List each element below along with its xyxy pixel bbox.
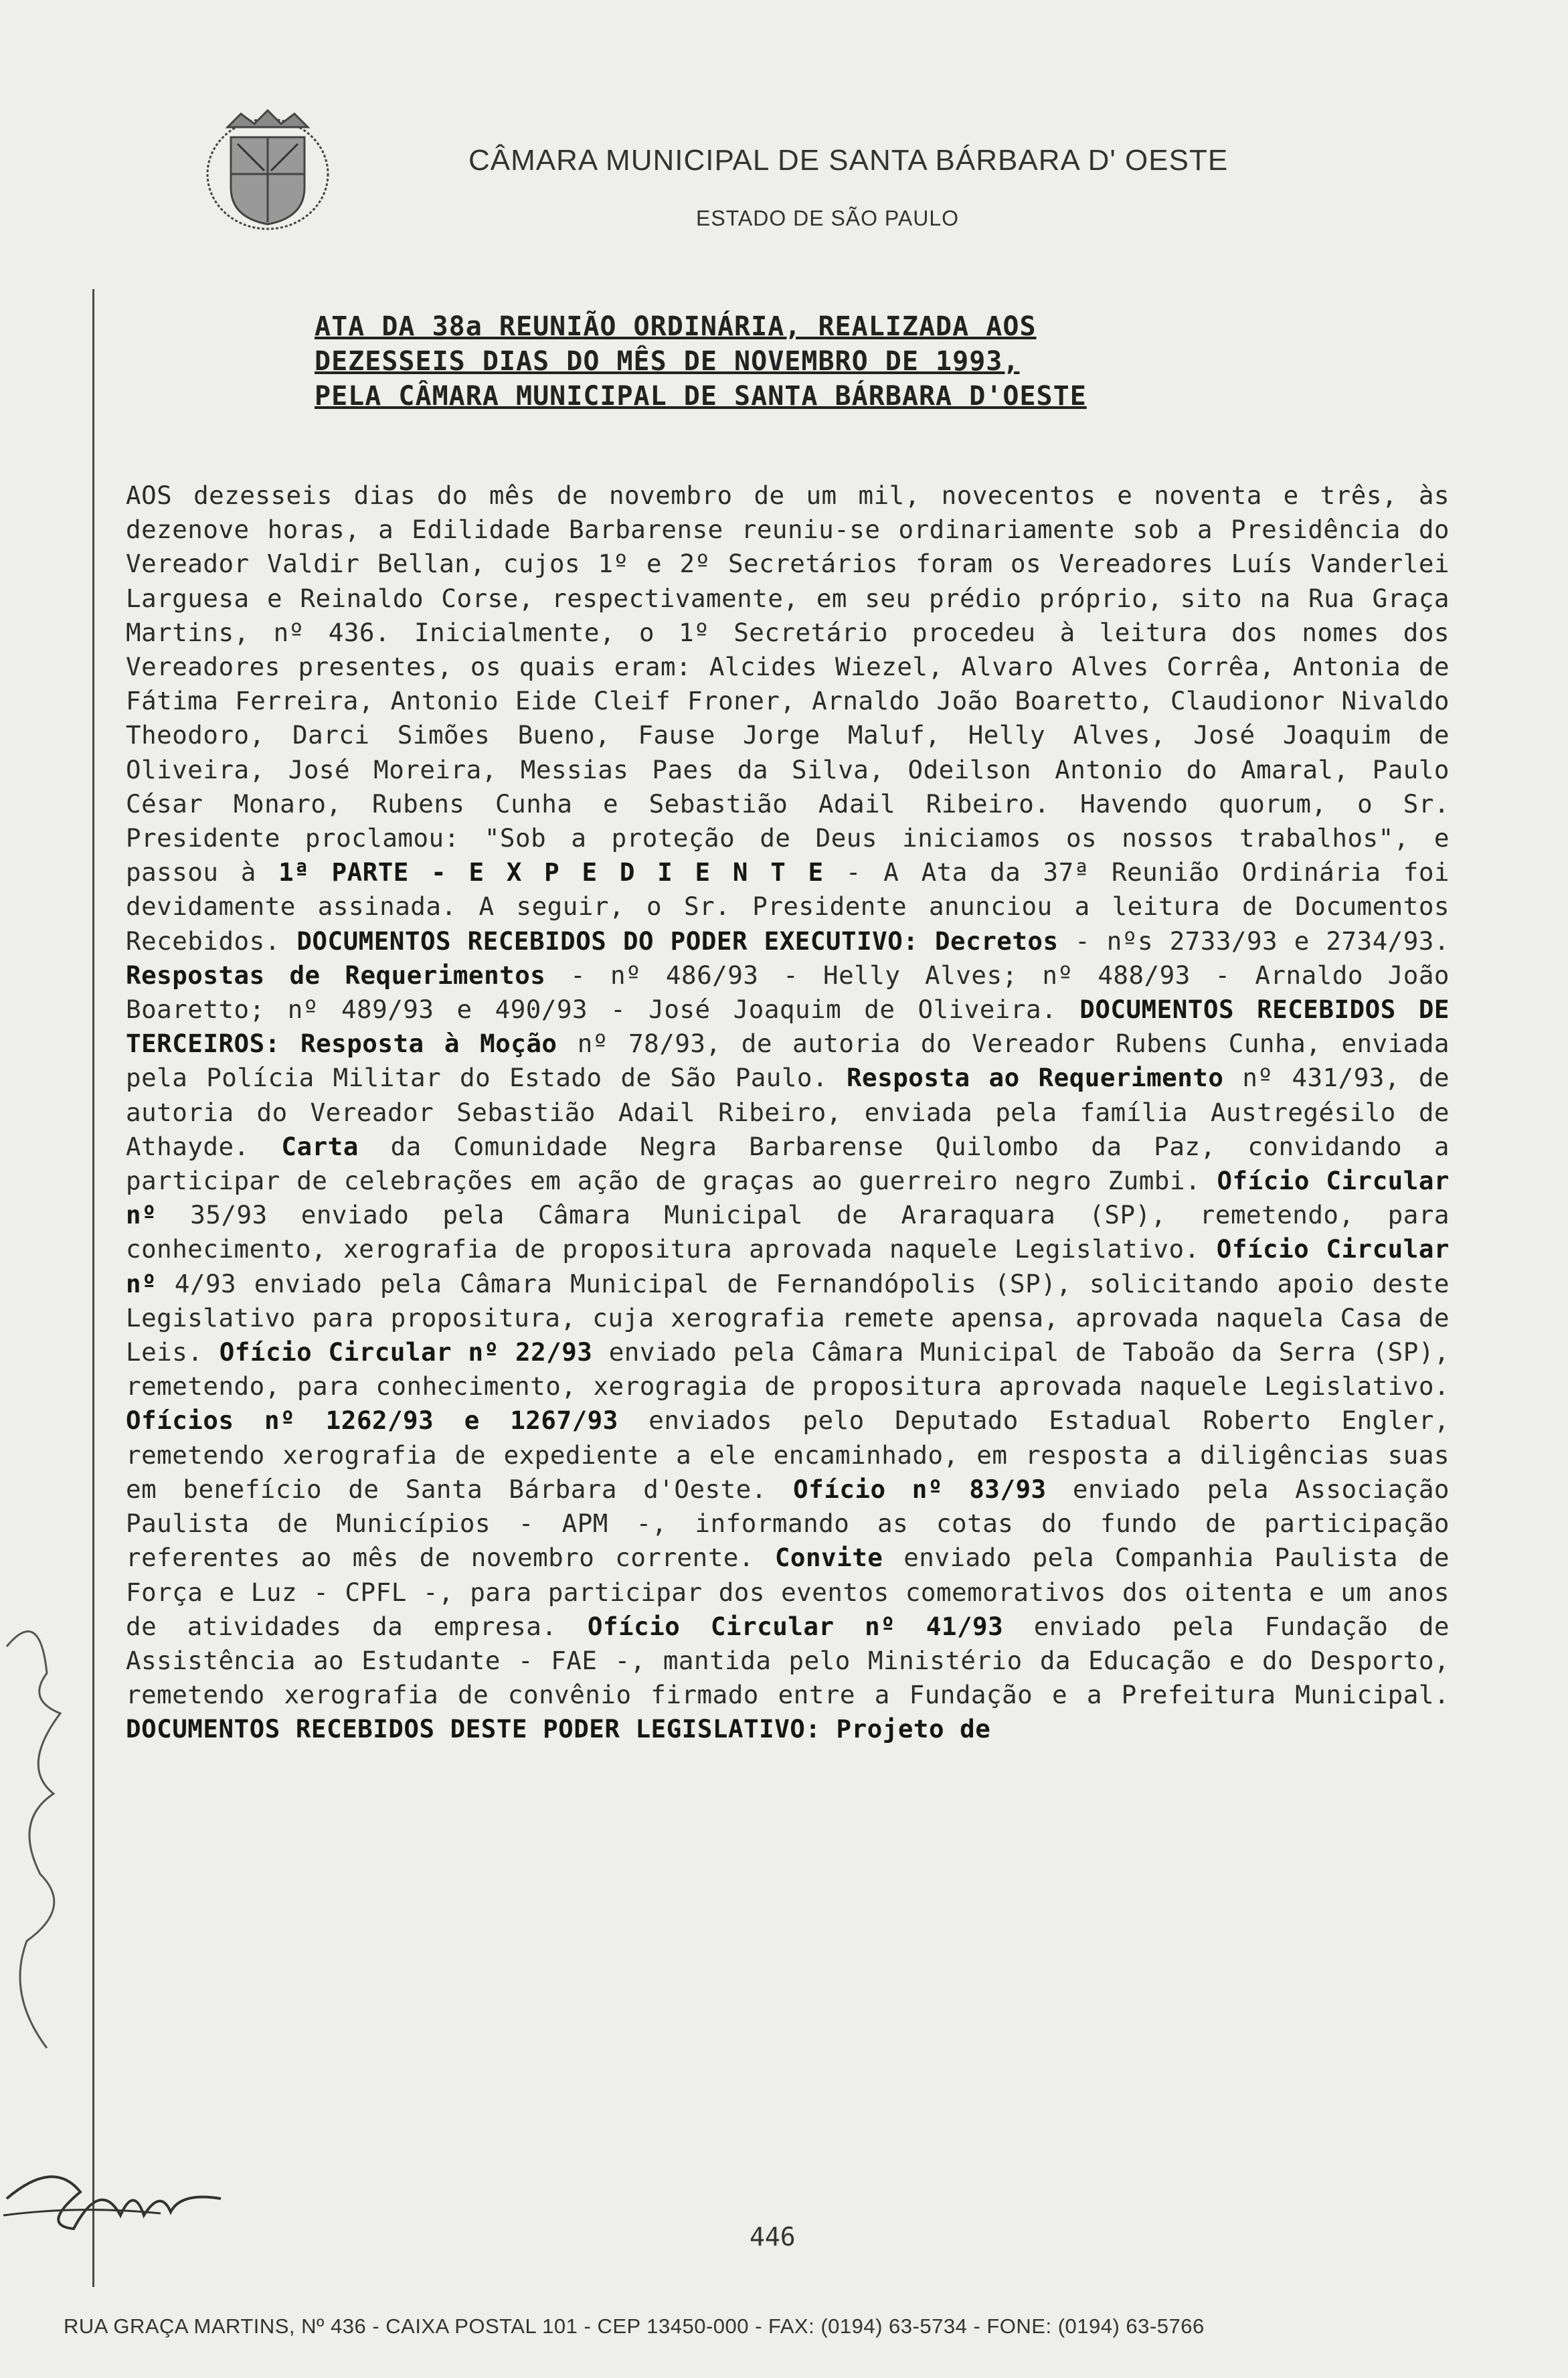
body-text-segment: nº 78/93, de autoria do Vereador Rubens Cunha, enviada pela Polícia Militar do Estado de São Paulo. bbox=[126, 1029, 1450, 1093]
title-line: PELA CÂMARA MUNICIPAL DE SANTA BÁRBARA D'OESTE bbox=[315, 381, 1087, 412]
body-text-segment: AOS dezesseis dias do mês de novembro de um mil, novecentos e noventa e três, às dezenove horas, a Edilidade Barbarense reuniu-se ordinariamente sob a Presidência do Vereador Valdir Bellan, cujos 1º e 2º Secretários foram os Vereadores Luís Vanderlei Larguesa e Reinaldo Corse, respectivamente, em seu prédio próprio, sito na Rua Graça Martins, nº 436. Inicialmente, o 1º Secretário procedeu à leitura dos nomes dos Vereadores presentes, os quais eram: Alcides Wiezel, Alvaro Alves Corrêa, Antonia de Fátima Ferreira, Antonio Eide Cleif Froner, Arnaldo João Boaretto, Claudionor Nivaldo Theodoro, Darci Simões Bueno, Fause Jorge Maluf, Helly Alves, José Joaquim de Oliveira, José Moreira, Messias Paes da Silva, Odeilson Antonio do Amaral, Paulo César Monaro, Rubens Cunha e Sebastião Adail Ribeiro. Havendo quorum, o Sr. Presidente proclamou: "Sob a proteção de Deus iniciamos os nossos trabalhos", e passou à bbox=[126, 481, 1450, 887]
body-bold-segment: Convite bbox=[774, 1543, 883, 1573]
title-line: ATA DA 38a REUNIÃO ORDINÁRIA, REALIZADA AOS bbox=[315, 311, 1037, 342]
body-bold-segment: Ofício Circular nº 22/93 bbox=[219, 1337, 593, 1367]
body-text-segment: 4/93 enviado pela Câmara Municipal de Fernandópolis (SP), solicitando apoio deste Legislativo para propositura, cuja xerografia remete apensa, aprovada naquela Casa de Leis. bbox=[126, 1268, 1450, 1367]
body-text-segment: da Comunidade Negra Barbarense Quilombo da Paz, convidando a participar de celebrações em ação de graças ao guerreiro negro Zumbi. bbox=[126, 1131, 1450, 1196]
page-number: 446 bbox=[750, 2222, 796, 2252]
body-text-segment: enviados pelo Deputado Estadual Roberto Engler, remetendo xerografia de expediente a ele encaminhado, em resposta a diligências suas em benefício de Santa Bárbara d'Oeste. bbox=[126, 1406, 1450, 1504]
body-text-segment: 35/93 enviado pela Câmara Municipal de Araraquara (SP), remetendo, para conhecimento, xerografia de propositura aprovada naquele Legislativo. bbox=[126, 1200, 1450, 1264]
body-bold-segment: Resposta ao Requerimento bbox=[846, 1063, 1224, 1093]
body-text-segment: enviado pela Fundação de Assistência ao Estudante - FAE -, mantida pelo Ministério da Educação e do Desporto, remetendo xerografia de convênio firmado entre a Fundação e a Prefeitura Municipal. bbox=[126, 1611, 1450, 1710]
body-bold-segment: DOCUMENTOS RECEBIDOS DESTE PODER LEGISLATIVO: Projeto de bbox=[126, 1714, 991, 1744]
minutes-body bbox=[126, 479, 1450, 1747]
document-title bbox=[315, 309, 1278, 414]
body-bold-segment: Ofício Circular nº bbox=[126, 1234, 1450, 1298]
institution-state: ESTADO DE SÃO PAULO bbox=[696, 206, 960, 230]
coat-of-arms-icon bbox=[201, 100, 335, 234]
letterhead bbox=[0, 0, 1568, 281]
body-bold-segment: Ofício Circular nº 41/93 bbox=[587, 1611, 1004, 1641]
body-text-segment: enviado pela Câmara Municipal de Taboão da Serra (SP), remetendo, para conhecimento, xerogragia de propositura aprovada naquele Legislativo. bbox=[126, 1337, 1450, 1402]
margin-rule bbox=[92, 289, 94, 2287]
body-bold-segment: Respostas de Requerimentos bbox=[126, 960, 546, 990]
body-text-segment: - A Ata da 37ª Reunião Ordinária foi devidamente assinada. A seguir, o Sr. Presidente anunciou a leitura de Documentos Recebidos. bbox=[126, 857, 1450, 956]
body-bold-segment: Carta bbox=[281, 1131, 359, 1161]
body-bold-segment: Ofício nº 83/93 bbox=[793, 1474, 1047, 1504]
body-text-segment: enviado pela Companhia Paulista de Força e Luz - CPFL -, para participar dos eventos comemorativos dos oitenta e um anos de atividades da empresa. bbox=[126, 1543, 1450, 1641]
initials-signature-icon bbox=[0, 2152, 228, 2245]
body-text-segment: - nº 486/93 - Helly Alves; nº 488/93 - Arnaldo João Boaretto; nº 489/93 e 490/93 - José Joaquim de Oliveira. bbox=[126, 960, 1450, 1025]
institution-name: CÂMARA MUNICIPAL DE SANTA BÁRBARA D' OESTE bbox=[468, 144, 1229, 177]
body-bold-segment: 1ª PARTE - E X P E D I E N T E bbox=[278, 857, 824, 887]
body-bold-segment: DOCUMENTOS RECEBIDOS DO PODER EXECUTIVO: Decretos bbox=[296, 926, 1059, 956]
body-bold-segment: DOCUMENTOS RECEBIDOS DE TERCEIROS: Resposta à Moção bbox=[126, 995, 1450, 1059]
title-line: DEZESSEIS DIAS DO MÊS DE NOVEMBRO DE 1993, bbox=[315, 346, 1020, 377]
body-text-segment: nº 431/93, de autoria do Vereador Sebastião Adail Ribeiro, enviada pela família Austregésilo de Athayde. bbox=[126, 1063, 1450, 1161]
margin-signature-icon bbox=[0, 1593, 94, 2061]
body-bold-segment: Ofício Circular nº bbox=[126, 1166, 1450, 1230]
body-text-segment: - nºs 2733/93 e 2734/93. bbox=[1058, 926, 1450, 956]
address-footer: RUA GRAÇA MARTINS, Nº 436 - CAIXA POSTAL 101 - CEP 13450-000 - FAX: (0194) 63-5734 - FONE: (0194) 63-5766 bbox=[64, 2314, 1205, 2338]
body-bold-segment: Ofícios nº 1262/93 e 1267/93 bbox=[126, 1406, 618, 1436]
body-text-segment: enviado pela Associação Paulista de Municípios - APM -, informando as cotas do fundo de participação referentes ao mês de novembro corrente. bbox=[126, 1474, 1450, 1573]
